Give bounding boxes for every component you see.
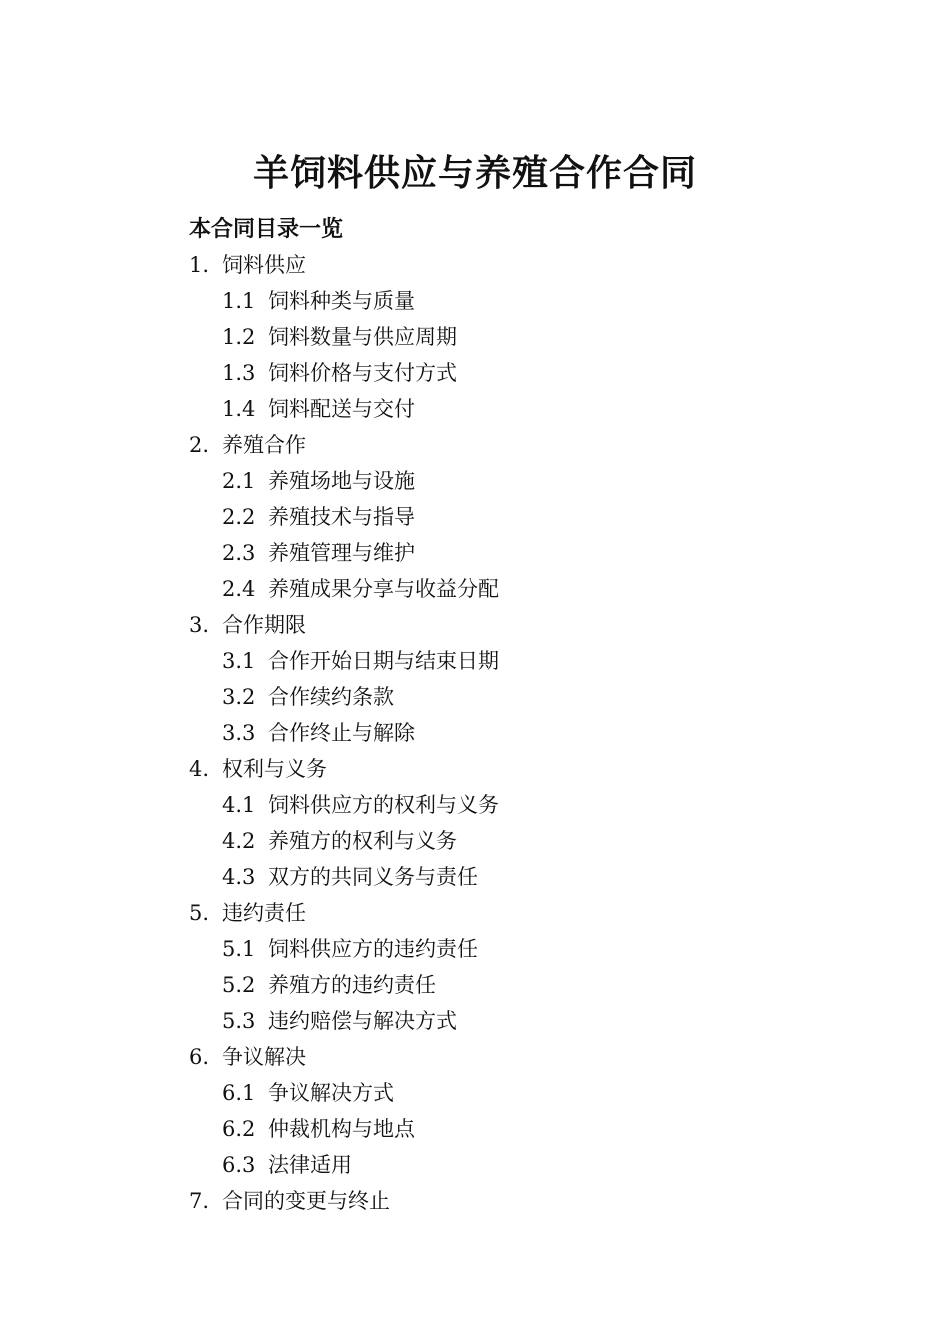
- toc-item-text: 饲料供应方的违约责任: [268, 937, 478, 961]
- toc-item-number: 4.1: [222, 793, 256, 817]
- toc-item-number: 3.2: [222, 685, 256, 709]
- toc-item-number: 1.2: [222, 325, 256, 349]
- toc-item-text: 权利与义务: [222, 757, 327, 781]
- toc-subsection: [189, 499, 889, 535]
- toc-subsection: [189, 391, 889, 427]
- toc-subsection: [189, 1075, 889, 1111]
- toc-item-number: 2.2: [222, 505, 256, 529]
- toc-item-text: 养殖技术与指导: [268, 505, 415, 529]
- toc-section: [189, 247, 889, 283]
- toc-item-number: 4.3: [222, 865, 256, 889]
- toc-item-number: 2.3: [222, 541, 256, 565]
- toc-subsection: [189, 1147, 889, 1183]
- toc-item-text: 争议解决: [222, 1045, 306, 1069]
- toc-item-text: 饲料数量与供应周期: [268, 325, 457, 349]
- toc-item-text: 饲料供应方的权利与义务: [268, 793, 499, 817]
- toc-item-text: 合作终止与解除: [268, 721, 415, 745]
- toc-item-text: 饲料配送与交付: [268, 397, 415, 421]
- toc-item-number: 5.3: [222, 1009, 256, 1033]
- toc-subsection: [189, 787, 889, 823]
- toc-item-number: 4.: [189, 757, 210, 781]
- toc-item-number: 1.1: [222, 289, 256, 313]
- toc-item-number: 2.1: [222, 469, 256, 493]
- toc-subsection: [189, 967, 889, 1003]
- toc-item-text: 法律适用: [268, 1153, 352, 1177]
- toc-item-number: 2.: [189, 433, 210, 457]
- toc-item-number: 5.2: [222, 973, 256, 997]
- toc-subsection: [189, 931, 889, 967]
- toc-item-number: 6.: [189, 1045, 210, 1069]
- toc-item-text: 养殖场地与设施: [268, 469, 415, 493]
- toc-subsection: [189, 571, 889, 607]
- toc-item-text: 养殖成果分享与收益分配: [268, 577, 499, 601]
- toc-item-number: 5.: [189, 901, 210, 925]
- toc-section: [189, 427, 889, 463]
- toc-item-text: 养殖方的违约责任: [268, 973, 436, 997]
- toc-section: [189, 751, 889, 787]
- toc-item-text: 仲裁机构与地点: [268, 1117, 415, 1141]
- toc-heading: 本合同目录一览: [189, 216, 344, 242]
- toc-item-number: 6.1: [222, 1081, 256, 1105]
- toc-item-number: 6.3: [222, 1153, 256, 1177]
- toc-item-number: 5.1: [222, 937, 256, 961]
- toc-item-text: 养殖管理与维护: [268, 541, 415, 565]
- document-title: 羊饲料供应与养殖合作合同: [252, 152, 697, 194]
- toc-item-text: 饲料价格与支付方式: [268, 361, 457, 385]
- toc-item-text: 合同的变更与终止: [222, 1189, 390, 1213]
- toc-item-text: 饲料种类与质量: [268, 289, 415, 313]
- toc-item-number: 4.2: [222, 829, 256, 853]
- toc-item-number: 3.3: [222, 721, 256, 745]
- toc-subsection: [189, 1111, 889, 1147]
- toc-section: [189, 1183, 889, 1219]
- toc-subsection: [189, 643, 889, 679]
- toc-item-text: 合作续约条款: [268, 685, 394, 709]
- toc-section: [189, 1039, 889, 1075]
- toc-subsection: [189, 1003, 889, 1039]
- toc-item-number: 3.1: [222, 649, 256, 673]
- toc-item-text: 违约赔偿与解决方式: [268, 1009, 457, 1033]
- toc-item-text: 争议解决方式: [268, 1081, 394, 1105]
- toc-item-text: 违约责任: [222, 901, 306, 925]
- toc-section: [189, 607, 889, 643]
- toc-subsection: [189, 463, 889, 499]
- toc-item-number: 1.: [189, 253, 210, 277]
- toc-item-text: 合作开始日期与结束日期: [268, 649, 499, 673]
- toc-subsection: [189, 319, 889, 355]
- toc-item-text: 饲料供应: [222, 253, 306, 277]
- toc-item-number: 7.: [189, 1189, 210, 1213]
- toc-item-number: 6.2: [222, 1117, 256, 1141]
- toc-item-number: 3.: [189, 613, 210, 637]
- toc-subsection: [189, 715, 889, 751]
- toc-item-text: 养殖方的权利与义务: [268, 829, 457, 853]
- toc-subsection: [189, 535, 889, 571]
- toc-item-text: 合作期限: [222, 613, 306, 637]
- toc-item-number: 1.3: [222, 361, 256, 385]
- toc-item-number: 1.4: [222, 397, 256, 421]
- toc-item-text: 养殖合作: [222, 433, 306, 457]
- toc-item-text: 双方的共同义务与责任: [268, 865, 478, 889]
- table-of-contents: [189, 247, 889, 1219]
- toc-section: [189, 895, 889, 931]
- toc-subsection: [189, 859, 889, 895]
- toc-subsection: [189, 823, 889, 859]
- toc-subsection: [189, 283, 889, 319]
- toc-item-number: 2.4: [222, 577, 256, 601]
- toc-subsection: [189, 679, 889, 715]
- toc-subsection: [189, 355, 889, 391]
